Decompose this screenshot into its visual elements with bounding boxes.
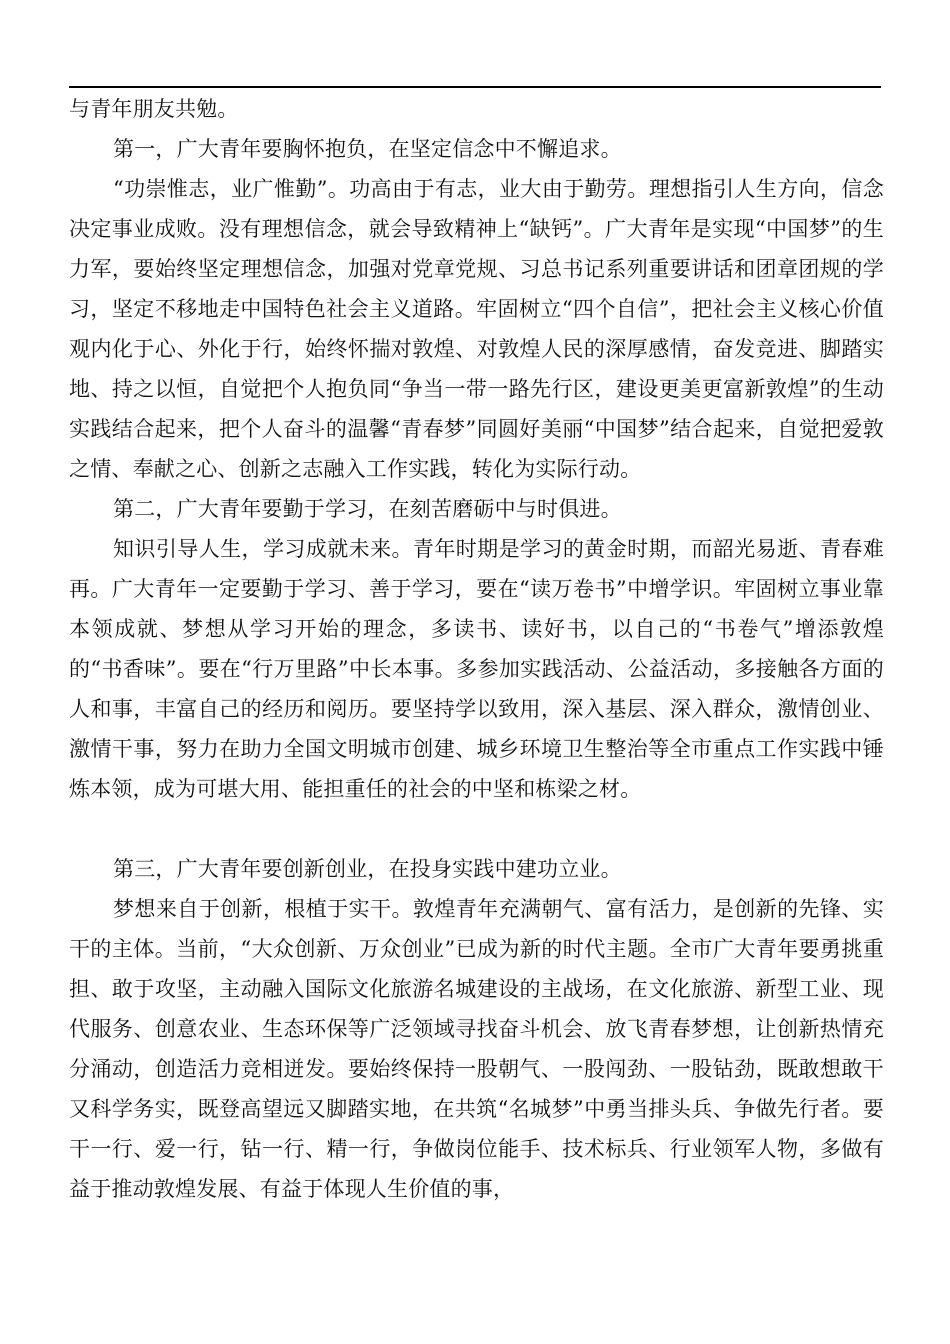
heading-third-point: 第三，广大青年要创新创业，在投身实践中建功立业。 <box>113 857 622 881</box>
document-body <box>69 89 884 1209</box>
paragraph-first-point: “功崇惟志，业广惟勤”。功高由于有志，业大由于勤劳。理想指引人生方向，信念决定事业成败。没有理想信念，就会导致精神上“缺钙”。广大青年是实现“中国梦”的生力军，要始终坚定理想信念，加强对党章党规、习总书记系列重要讲话和团章团规的学习，坚定不移地走中国特色社会主义道路。牢固树立“四个自信”，把社会主义核心价值观内化于心、外化于行，始终怀揣对敦煌、对敦煌人民的深厚感情，奋发竞进、脚踏实地、持之以恒，自觉把个人抱负同“争当一带一路先行区，建设更美更富新敦煌”的生动实践结合起来，把个人奋斗的温馨“青春梦”同圆好美丽“中国梦”结合起来，自觉把爱敦之情、奉献之心、创新之志融入工作实践，转化为实际行动。 <box>69 177 884 481</box>
header-rule <box>69 86 881 88</box>
paragraph-closing-line: 与青年朋友共勉。 <box>69 97 239 121</box>
heading-second-point: 第二，广大青年要勤于学习，在刻苦磨砺中与时俱进。 <box>113 497 622 521</box>
paragraph-third-point: 梦想来自于创新，根植于实干。敦煌青年充满朝气、富有活力，是创新的先锋、实干的主体。当前，“大众创新、万众创业”已成为新的时代主题。全市广大青年要勇挑重担、敢于攻坚，主动融入国际文化旅游名城建设的主战场，在文化旅游、新型工业、现代服务、创意农业、生态环保等广泛领域寻找奋斗机会、放飞青春梦想，让创新热情充分涌动，创造活力竞相迸发。要始终保持一股朝气、一股闯劲、一股钻劲，既敢想敢干又科学务实，既登高望远又脚踏实地，在共筑“名城梦”中勇当排头兵、争做先行者。要干一行、爱一行，钻一行、精一行，争做岗位能手、技术标兵、行业领军人物，多做有益于推动敦煌发展、有益于体现人生价值的事， <box>69 897 884 1201</box>
heading-first-point: 第一，广大青年要胸怀抱负，在坚定信念中不懈追求。 <box>113 137 622 161</box>
paragraph-second-point: 知识引导人生，学习成就未来。青年时期是学习的黄金时期，而韶光易逝、青春难再。广大青年一定要勤于学习、善于学习，要在“读万卷书”中增学识。牢固树立事业靠本领成就、梦想从学习开始的理念，多读书、读好书，以自己的“书卷气”增添敦煌的“书香味”。要在“行万里路”中长本事。多参加实践活动、公益活动，多接触各方面的人和事，丰富自己的经历和阅历。要坚持学以致用，深入基层、深入群众，激情创业、激情干事，努力在助力全国文明城市创建、城乡环境卫生整治等全市重点工作实践中锤炼本领，成为可堪大用、能担重任的社会的中坚和栋梁之材。 <box>69 537 884 801</box>
